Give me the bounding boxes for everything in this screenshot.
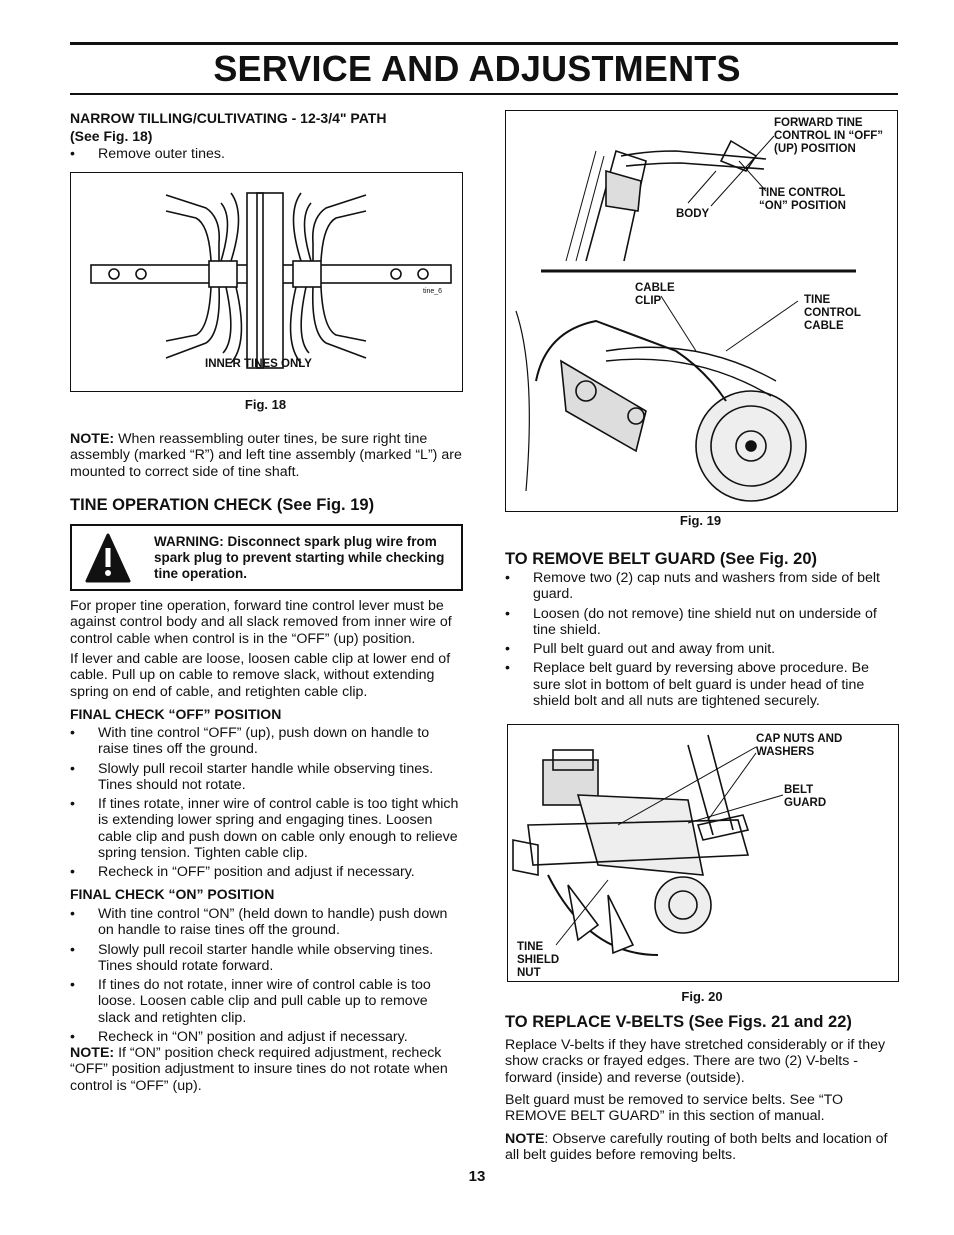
list-item: • Replace belt guard by reversing above procedure. Be sure slot in bottom of belt guard is under head of tine shield bolt and all nuts are tightened securely. bbox=[505, 660, 898, 709]
warning-text: WARNING: Disconnect spark plug wire from spark plug to prevent starting while checking tine operation. bbox=[154, 534, 445, 581]
list-item: • With tine control “OFF” (up), push down on handle to raise tines off the ground. bbox=[70, 725, 463, 758]
list-item: • If tines do not rotate, inner wire of control cable is too loose. Loosen cable clip and pull cable up to remove slack and retighten clip. bbox=[70, 977, 463, 1026]
note-text: If “ON” position check required adjustment, recheck “OFF” position adjustment to insure tines do not rotate when control is “OFF” (up). bbox=[70, 1045, 448, 1094]
list-item: • Slowly pull recoil starter handle while observing tines. Tines should rotate forward. bbox=[70, 942, 463, 975]
list-item: • Recheck in “ON” position and adjust if necessary. bbox=[70, 1029, 463, 1045]
note-label: NOTE: bbox=[70, 1045, 115, 1061]
final-off-heading: FINAL CHECK “OFF” POSITION bbox=[70, 706, 282, 722]
vbelts-note bbox=[505, 1131, 898, 1164]
fig19-caption: Fig. 19 bbox=[679, 513, 722, 528]
fig20-label-tine-shield-nut: TINE SHIELD NUT bbox=[517, 941, 560, 979]
fig18-small-tag: tine_6 bbox=[423, 288, 443, 295]
warning-icon bbox=[84, 530, 144, 590]
final-off-bullets bbox=[70, 725, 463, 884]
page-number: 13 bbox=[468, 1168, 486, 1185]
fig19-label-tine-control-on: TINE CONTROL “ON” POSITION bbox=[759, 187, 846, 212]
list-item: • If tines rotate, inner wire of control cable is too tight which is extending lower spring and engaging tines. Loosen cable clip and push down on cable only enough to relieve spring tension. Tighten cable clip. bbox=[70, 796, 463, 861]
vbelts-heading: TO REPLACE V-BELTS (See Figs. 21 and 22) bbox=[505, 1013, 852, 1031]
tine-check-para2: If lever and cable are loose, loosen cable clip at lower end of cable. Pull up on cable to remove slack, without extending spring on end of cable, and retighten cable clip. bbox=[70, 651, 451, 700]
list-item: • Recheck in “OFF” position and adjust if necessary. bbox=[70, 864, 463, 880]
note-label: NOTE: bbox=[70, 431, 115, 447]
vbelts-para1: Replace V-belts if they have stretched considerably or if they show cracks or frayed edges. There are two (2) V-belts - forward (inside) and reverse (outside). bbox=[505, 1037, 886, 1086]
fig20-label-belt-guard: BELT GUARD bbox=[784, 784, 827, 809]
fig19-label-tine-control-cable: TINE CONTROL CABLE bbox=[804, 294, 861, 332]
belt-guard-bullets bbox=[505, 570, 898, 712]
belt-guard-heading: TO REMOVE BELT GUARD (See Fig. 20) bbox=[505, 550, 818, 568]
narrow-heading-line1: NARROW TILLING/CULTIVATING - 12-3/4" PATH bbox=[70, 110, 387, 126]
fig19-label-body: BODY bbox=[676, 208, 710, 220]
fig18-label-inner-tines: INNER TINES ONLY bbox=[205, 358, 312, 370]
fig18-caption: Fig. 18 bbox=[244, 397, 287, 412]
note-label: NOTE bbox=[505, 1131, 545, 1147]
fig19-label-cable-clip: CABLE CLIP bbox=[635, 282, 675, 307]
list-item: • With tine control “ON” (held down to handle) push down on handle to raise tines off the ground. bbox=[70, 906, 463, 939]
narrow-bullets bbox=[70, 146, 462, 165]
list-item: • Slowly pull recoil starter handle while observing tines. Tines should not rotate. bbox=[70, 761, 463, 794]
page-title: SERVICE AND ADJUSTMENTS bbox=[213, 48, 741, 89]
tine-check-heading: TINE OPERATION CHECK (See Fig. 19) bbox=[70, 496, 375, 514]
vbelts-para2: Belt guard must be removed to service belts. See “TO REMOVE BELT GUARD” in this section of manual. bbox=[505, 1092, 844, 1125]
final-on-note bbox=[70, 1045, 463, 1094]
final-on-bullets bbox=[70, 906, 463, 1048]
note-text: : Observe carefully routing of both belts and location of all belt guides before removing belts. bbox=[505, 1131, 888, 1164]
title-rule bbox=[70, 93, 898, 95]
fig19-label-forward-tine: FORWARD TINE CONTROL IN “OFF” (UP) POSITION bbox=[774, 117, 884, 155]
fig20-frame bbox=[507, 724, 899, 982]
fig18-frame bbox=[70, 172, 463, 392]
note-text: When reassembling outer tines, be sure right tine assembly (marked “R”) and left tine assembly (marked “L”) are mounted to correct side of tine shaft. bbox=[70, 431, 462, 480]
narrow-heading bbox=[70, 109, 470, 145]
list-item: • Pull belt guard out and away from unit. bbox=[505, 641, 898, 657]
tine-check-para1: For proper tine operation, forward tine control lever must be against control body and all slack removed from inner wire of control cable when control is in the “OFF” (up) position. bbox=[70, 598, 452, 647]
fig20-label-cap-nuts: CAP NUTS AND WASHERS bbox=[756, 733, 843, 758]
list-item: • Remove two (2) cap nuts and washers from side of belt guard. bbox=[505, 570, 898, 603]
list-item: • Remove outer tines. bbox=[70, 146, 462, 162]
narrow-heading-line2: (See Fig. 18) bbox=[70, 128, 153, 144]
note-reassembling bbox=[70, 431, 463, 480]
top-rule bbox=[70, 42, 898, 45]
warning-box bbox=[70, 524, 463, 591]
list-item: • Loosen (do not remove) tine shield nut on underside of tine shield. bbox=[505, 606, 898, 639]
fig19-frame bbox=[505, 110, 898, 512]
fig20-caption: Fig. 20 bbox=[681, 989, 723, 1004]
final-on-heading: FINAL CHECK “ON” POSITION bbox=[70, 886, 275, 902]
